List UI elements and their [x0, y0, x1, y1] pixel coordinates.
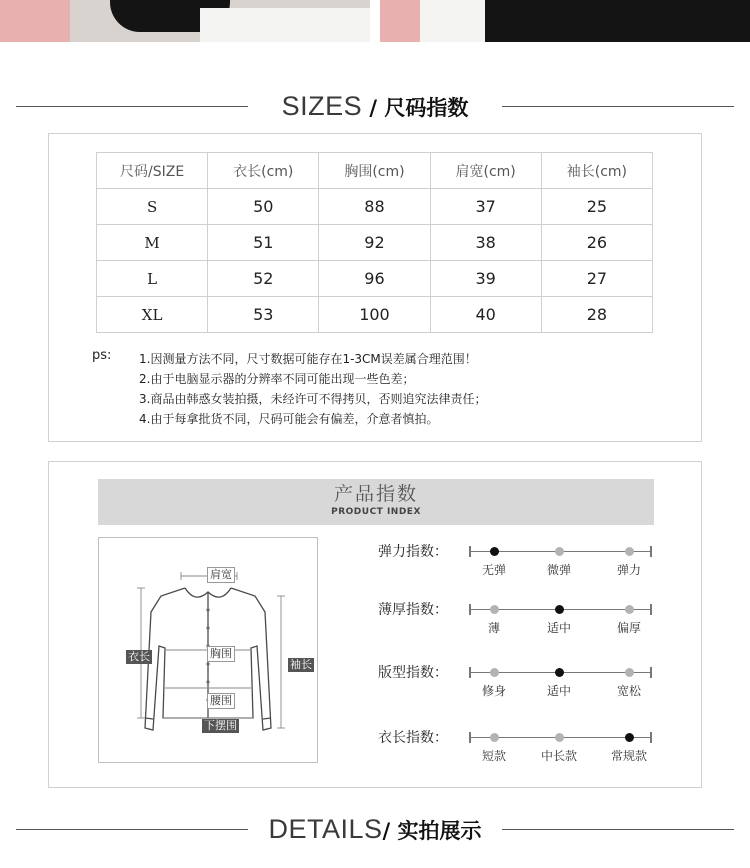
garment-diagram: [98, 537, 318, 763]
index-label: 版型指数：: [378, 665, 448, 681]
table-header-row: [97, 153, 653, 189]
index-dot: [490, 733, 499, 742]
size-cell: S: [97, 189, 208, 225]
index-dot-selected: [490, 547, 499, 556]
table-cell: 92: [319, 225, 430, 261]
product-index-title-en: PRODUCT INDEX: [331, 507, 421, 517]
index-scale-cap: [469, 732, 471, 743]
table-cell: 25: [541, 189, 652, 225]
index-option-label: 中长款: [540, 749, 577, 763]
note-line: 2.由于电脑显示器的分辨率不同可能出现一些色差；: [139, 372, 415, 386]
table-cell: 26: [541, 225, 652, 261]
index-scale-cap: [469, 604, 471, 615]
size-cell: XL: [97, 297, 208, 333]
table-cell: 38: [430, 225, 541, 261]
index-dot: [625, 605, 634, 614]
note-line: 4.由于每拿批货不同，尺码可能会有偏差，介意者慎拍。: [139, 412, 439, 426]
index-option-label: 微弹: [546, 563, 571, 577]
sizes-title-en: SIZES: [281, 91, 363, 121]
table-cell: 88: [319, 189, 430, 225]
index-scale-cap: [650, 732, 652, 743]
product-index-title-zh: 产品指数: [333, 483, 418, 505]
table-cell: 50: [208, 189, 319, 225]
index-dot: [555, 733, 564, 742]
table-cell: 96: [319, 261, 430, 297]
table-cell: 27: [541, 261, 652, 297]
sizes-title-sep: /: [362, 96, 385, 120]
index-scale-cap: [469, 667, 471, 678]
index-option-label: 薄: [487, 621, 500, 635]
details-title-zh: 实拍展示: [397, 819, 482, 843]
index-option-label: 无弹: [481, 563, 506, 577]
table-row: [97, 189, 653, 225]
index-option-label: 短款: [481, 749, 506, 763]
chest-label: 胸围: [207, 646, 235, 662]
table-row: [97, 297, 653, 333]
index-dot-selected: [555, 605, 564, 614]
details-title-en: DETAILS: [268, 814, 383, 844]
table-row: [97, 261, 653, 297]
column-header: 袖长(cm): [541, 153, 652, 189]
column-header: 衣长(cm): [208, 153, 319, 189]
index-option-label: 适中: [546, 684, 571, 698]
index-dot: [490, 605, 499, 614]
hem-label: 下摆围: [204, 719, 237, 732]
index-dot: [625, 547, 634, 556]
shoulder-label: 肩宽: [207, 567, 235, 583]
index-scale-cap: [650, 667, 652, 678]
index-label: 弹力指数：: [378, 544, 448, 560]
column-header: 胸围(cm): [319, 153, 430, 189]
column-header: 尺码/SIZE: [97, 153, 208, 189]
size-cell: M: [97, 225, 208, 261]
index-dot: [555, 547, 564, 556]
note-line: 1.因测量方法不同，尺寸数据可能存在1-3CM误差属合理范围！: [139, 352, 477, 366]
top-photo-right: [380, 0, 750, 42]
size-table: [96, 152, 653, 333]
table-cell: 51: [208, 225, 319, 261]
table-cell: 28: [541, 297, 652, 333]
waist-label: 腰围: [207, 693, 235, 709]
details-title-sep: /: [382, 819, 398, 843]
index-scale-cap: [650, 604, 652, 615]
note-line: 3.商品由韩惑女装拍摄，未经许可不得拷贝，否则追究法律责任；: [139, 392, 487, 406]
index-scale-cap: [469, 546, 471, 557]
table-row: [97, 225, 653, 261]
product-index-header: [98, 479, 654, 525]
sleeve-label: 袖长: [290, 658, 312, 671]
index-scale-cap: [650, 546, 652, 557]
index-dot: [490, 668, 499, 677]
index-dot-selected: [625, 733, 634, 742]
index-label: 薄厚指数：: [378, 602, 448, 618]
table-cell: 40: [430, 297, 541, 333]
table-cell: 52: [208, 261, 319, 297]
index-dot: [625, 668, 634, 677]
index-option-label: 偏厚: [616, 621, 641, 635]
details-heading: [0, 809, 750, 849]
table-cell: 53: [208, 297, 319, 333]
table-cell: 39: [430, 261, 541, 297]
length-label: 衣长: [128, 650, 150, 663]
sizes-heading: [0, 86, 750, 126]
table-cell: 100: [319, 297, 430, 333]
index-label: 衣长指数：: [378, 730, 448, 746]
table-cell: 37: [430, 189, 541, 225]
column-header: 肩宽(cm): [430, 153, 541, 189]
size-cell: L: [97, 261, 208, 297]
index-option-label: 宽松: [616, 684, 641, 698]
top-photo-left: [0, 0, 370, 42]
notes-prefix: ps:: [92, 348, 112, 363]
index-option-label: 适中: [546, 621, 571, 635]
index-option-label: 常规款: [610, 749, 647, 763]
index-option-label: 弹力: [616, 563, 641, 577]
sizes-title-zh: 尺码指数: [384, 96, 469, 120]
index-dot-selected: [555, 668, 564, 677]
index-option-label: 修身: [481, 684, 506, 698]
